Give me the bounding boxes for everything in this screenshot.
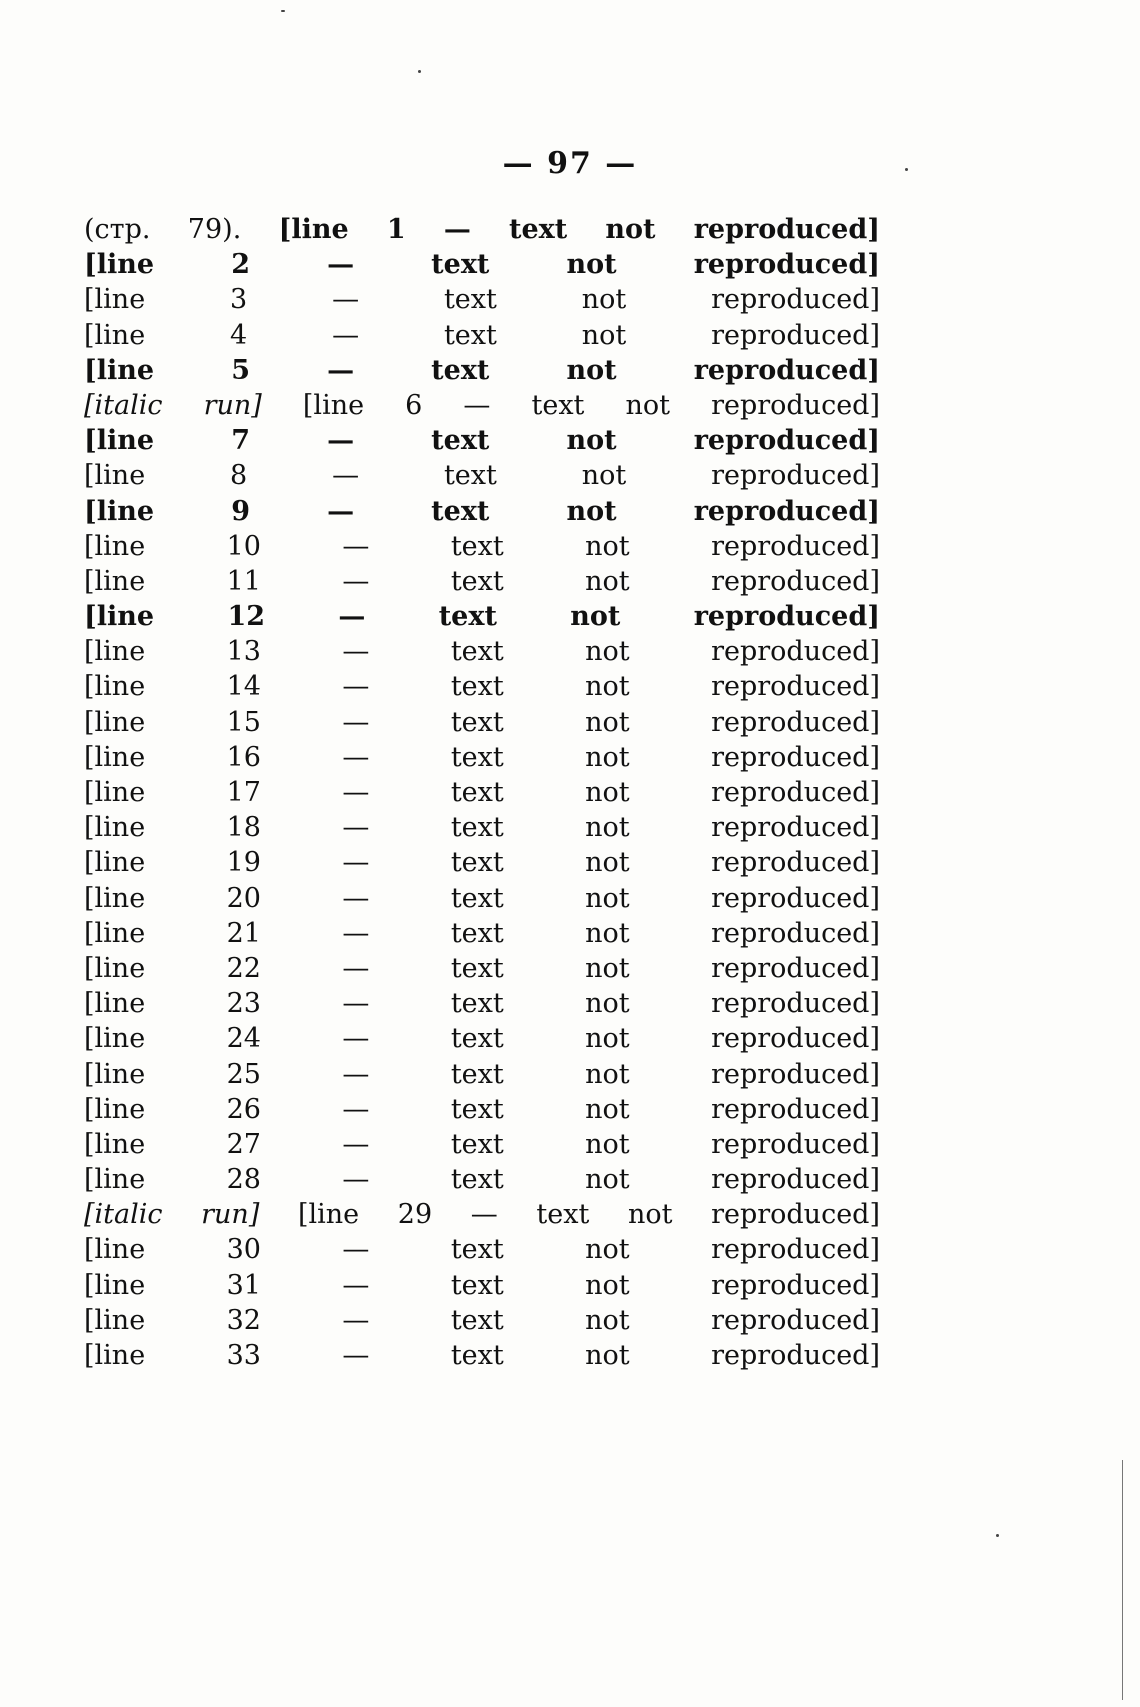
text-line (84, 705, 880, 740)
text-line (84, 1268, 880, 1303)
text-run: [line 26 — text not reproduced] (84, 1093, 880, 1125)
text-run: [line 31 — text not reproduced] (84, 1269, 880, 1301)
text-line (84, 1338, 880, 1373)
text-run: [line 4 — text not reproduced] (84, 319, 880, 351)
text-run: [line 18 — text not reproduced] (84, 812, 880, 844)
text-run: [line 27 — text not reproduced] (84, 1128, 880, 1160)
text-run: [line 3 — text not reproduced] (84, 284, 880, 316)
text-run: [italic run] (84, 389, 262, 421)
text-run: [line 25 — text not reproduced] (84, 1058, 880, 1090)
text-run: [line 7 — text not reproduced] (84, 425, 880, 457)
text-run: [line 1 — text not reproduced] (278, 214, 880, 245)
text-line (84, 669, 880, 704)
text-run: [line 14 — text not reproduced] (84, 671, 880, 703)
text-line (84, 986, 880, 1021)
text-line (84, 881, 880, 916)
text-run: [line 11 — text not reproduced] (84, 565, 880, 597)
text-line (84, 1232, 880, 1267)
text-line (84, 916, 880, 951)
text-line (84, 494, 880, 529)
text-run: [line 6 — text not reproduced] (261, 389, 880, 421)
text-line (84, 634, 880, 669)
text-line (84, 247, 880, 282)
text-line (84, 1127, 880, 1162)
text-line (84, 1303, 880, 1338)
text-run: [line 23 — text not reproduced] (84, 988, 880, 1020)
text-line (84, 1092, 880, 1127)
text-run: [line 17 — text not reproduced] (84, 777, 880, 808)
text-run: [italic run] (84, 1199, 260, 1231)
text-line (84, 282, 880, 317)
scan-speck (996, 1534, 999, 1537)
text-line (84, 388, 880, 423)
text-line (84, 318, 880, 353)
text-run: [line 2 — text not reproduced] (84, 249, 880, 281)
text-line (84, 599, 880, 634)
text-line (84, 423, 880, 458)
body-text-block (84, 212, 880, 1373)
text-line (84, 458, 880, 493)
text-line (84, 353, 880, 388)
text-run: [line 22 — text not reproduced] (84, 952, 880, 984)
text-run: [line 19 — text not reproduced] (84, 847, 880, 879)
text-line (84, 775, 880, 810)
text-line (84, 951, 880, 986)
binding-edge-line (1122, 1460, 1123, 1700)
text-run: (стр. 79). (84, 214, 279, 245)
text-line (84, 1162, 880, 1197)
text-run: [line 8 — text not reproduced] (84, 460, 880, 492)
text-line (84, 740, 880, 775)
text-line (84, 212, 880, 247)
text-line (84, 810, 880, 845)
text-line (84, 845, 880, 880)
text-line (84, 1197, 880, 1232)
text-run: [line 12 — text not reproduced] (84, 601, 880, 633)
text-run: [line 24 — text not reproduced] (84, 1023, 880, 1055)
text-run: [line 29 — text not reproduced] (259, 1199, 880, 1231)
text-line (84, 1021, 880, 1056)
text-run: [line 15 — text not reproduced] (84, 706, 880, 738)
text-run: [line 33 — text not reproduced] (84, 1340, 880, 1371)
page-number-header: — 97 — (502, 146, 638, 181)
text-run: [line 20 — text not reproduced] (84, 882, 880, 914)
text-run: [line 32 — text not reproduced] (84, 1304, 880, 1336)
text-run: [line 9 — text not reproduced] (84, 495, 880, 527)
scan-speck (418, 70, 421, 73)
text-line (84, 529, 880, 564)
text-run: [line 21 — text not reproduced] (84, 917, 880, 949)
text-line (84, 1057, 880, 1092)
text-run: [line 30 — text not reproduced] (84, 1234, 880, 1266)
text-run: [line 13 — text not reproduced] (84, 636, 880, 668)
text-run: [line 5 — text not reproduced] (84, 354, 880, 386)
text-run: [line 28 — text not reproduced] (84, 1164, 880, 1196)
scan-speck (281, 10, 285, 12)
text-line (84, 564, 880, 599)
text-run: [line 16 — text not reproduced] (84, 741, 880, 773)
text-run: [line 10 — text not reproduced] (84, 530, 880, 562)
